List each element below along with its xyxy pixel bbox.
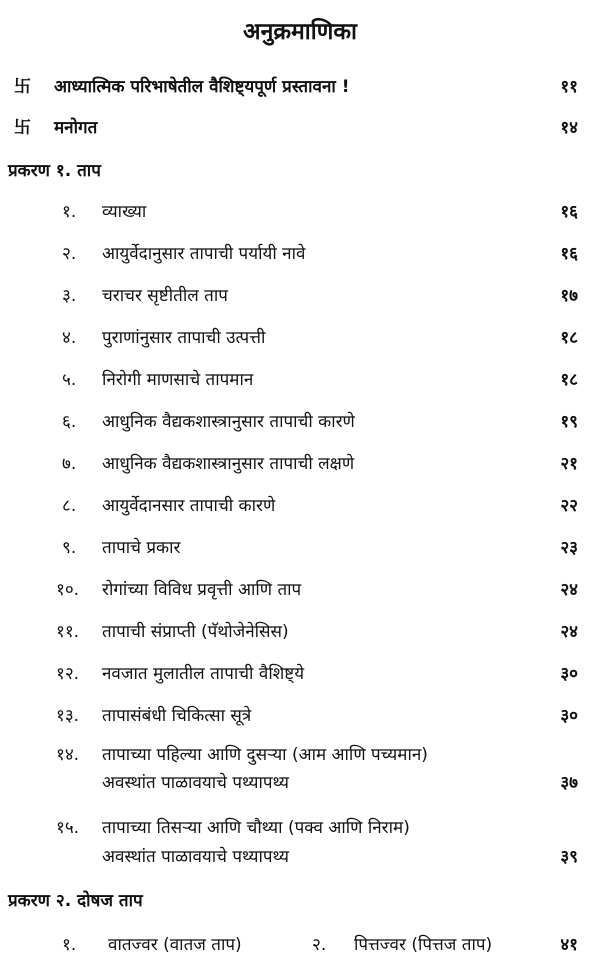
- entry-number: २.: [312, 935, 327, 955]
- entry-text: पुराणांनुसार तापाची उत्पत्ती: [102, 328, 266, 348]
- page-number: ११: [560, 77, 578, 97]
- toc-entry-6[interactable]: [62, 411, 355, 433]
- entry-number: ७.: [62, 454, 77, 474]
- toc-title: अनुक्रमाणिका: [243, 19, 357, 45]
- entry-number: १.: [62, 202, 77, 222]
- page-number: २२: [560, 496, 578, 516]
- entry-number: ८.: [62, 496, 77, 516]
- toc-entry-15[interactable]: [56, 817, 410, 839]
- entry-text: तापाचे प्रकार: [102, 538, 181, 558]
- entry-text: व्याख्या: [102, 202, 147, 222]
- swastika-icon: 卐: [14, 118, 31, 138]
- toc-entry-1[interactable]: [62, 201, 146, 223]
- entry-number: ११.: [56, 622, 80, 642]
- entry-text: रोगांच्या विविध प्रवृत्ती आणि ताप: [102, 580, 302, 600]
- chapter-heading-1: प्रकरण १. ताप: [8, 161, 101, 181]
- entry-text-line2: अवस्थांत पाळावयाचे पथ्यापथ्य: [102, 847, 289, 867]
- page-number: २३: [560, 538, 578, 558]
- entry-number: ५.: [62, 370, 77, 390]
- entry-text: चराचर सृष्टीतील ताप: [102, 286, 228, 306]
- entry-text: आधुनिक वैद्यकशास्त्रानुसार तापाची कारणे: [102, 412, 355, 432]
- page-number: १६: [560, 244, 578, 264]
- toc-entry-7[interactable]: [62, 453, 354, 475]
- toc-entry-preface[interactable]: [14, 76, 350, 98]
- toc-entry-vatajwar[interactable]: [62, 934, 242, 956]
- entry-number: १२.: [56, 664, 80, 684]
- page-number: २४: [560, 622, 578, 642]
- page-number: १६: [560, 202, 578, 222]
- entry-text: तापासंबंधी चिकित्सा सूत्रे: [102, 706, 252, 726]
- entry-number: ६.: [62, 412, 77, 432]
- entry-number: ९.: [62, 538, 77, 558]
- entry-text: नवजात मुलातील तापाची वैशिष्ट्ये: [102, 664, 305, 684]
- entry-number: ४.: [62, 328, 77, 348]
- toc-entry-12[interactable]: [56, 663, 304, 685]
- entry-text: आयुर्वेदानुसार तापाची पर्यायी नावे: [102, 244, 306, 264]
- entry-number: १३.: [56, 706, 80, 726]
- entry-text: मनोगत: [54, 118, 98, 138]
- swastika-icon: 卐: [14, 77, 31, 97]
- entry-text-line1: तापाच्या पहिल्या आणि दुसऱ्या (आम आणि पच्यमान): [102, 745, 428, 765]
- entry-text: पित्तज्वर (पित्तज ताप): [354, 935, 493, 955]
- page-number: १८: [560, 370, 578, 390]
- page-number: १४: [560, 118, 578, 138]
- entry-text-line1: तापाच्या तिसऱ्या आणि चौथ्या (पक्व आणि निराम): [102, 818, 410, 838]
- page-number: ४१: [560, 935, 578, 955]
- page-number: १७: [560, 286, 578, 306]
- toc-entry-8[interactable]: [62, 495, 275, 517]
- entry-number: २.: [62, 244, 77, 264]
- toc-entry-4[interactable]: [62, 327, 265, 349]
- toc-entry-9[interactable]: [62, 537, 180, 559]
- page-number: २४: [560, 580, 578, 600]
- entry-text: वातज्वर (वातज ताप): [108, 935, 242, 955]
- chapter-heading-2: प्रकरण २. दोषज ताप: [8, 891, 143, 911]
- entry-text: तापाची संप्राप्ती (पॅथोजेनेसिस): [102, 622, 289, 642]
- entry-text-line2: अवस्थांत पाळावयाचे पथ्यापथ्य: [102, 773, 289, 793]
- page-number: २१: [560, 454, 578, 474]
- toc-entry-2[interactable]: [62, 243, 305, 265]
- page-number: ३९: [560, 847, 578, 867]
- toc-entry-13[interactable]: [56, 705, 251, 727]
- page-number: १९: [560, 412, 578, 432]
- entry-number: १५.: [56, 818, 80, 838]
- entry-text: आधुनिक वैद्यकशास्त्रानुसार तापाची लक्षणे: [102, 454, 355, 474]
- toc-entry-14[interactable]: [56, 744, 428, 766]
- toc-entry-5[interactable]: [62, 369, 253, 391]
- entry-text: निरोगी माणसाचे तापमान: [102, 370, 254, 390]
- toc-entry-pittajwar[interactable]: [312, 934, 492, 956]
- toc-entry-10[interactable]: [56, 579, 301, 601]
- entry-number: १०.: [56, 580, 80, 600]
- page-number: ३०: [560, 664, 578, 684]
- entry-text: आध्यात्मिक परिभाषेतील वैशिष्ट्यपूर्ण प्रस्तावना !: [54, 77, 350, 97]
- toc-entry-3[interactable]: [62, 285, 228, 307]
- entry-number: १.: [62, 935, 77, 955]
- entry-number: १४.: [56, 745, 80, 765]
- entry-text: आयुर्वेदानसार तापाची कारणे: [102, 496, 276, 516]
- page-number: १८: [560, 328, 578, 348]
- page-number: ३०: [560, 706, 578, 726]
- entry-number: ३.: [62, 286, 77, 306]
- toc-entry-11[interactable]: [56, 621, 289, 643]
- toc-entry-manogat[interactable]: [14, 117, 97, 139]
- page-number: ३७: [560, 773, 578, 793]
